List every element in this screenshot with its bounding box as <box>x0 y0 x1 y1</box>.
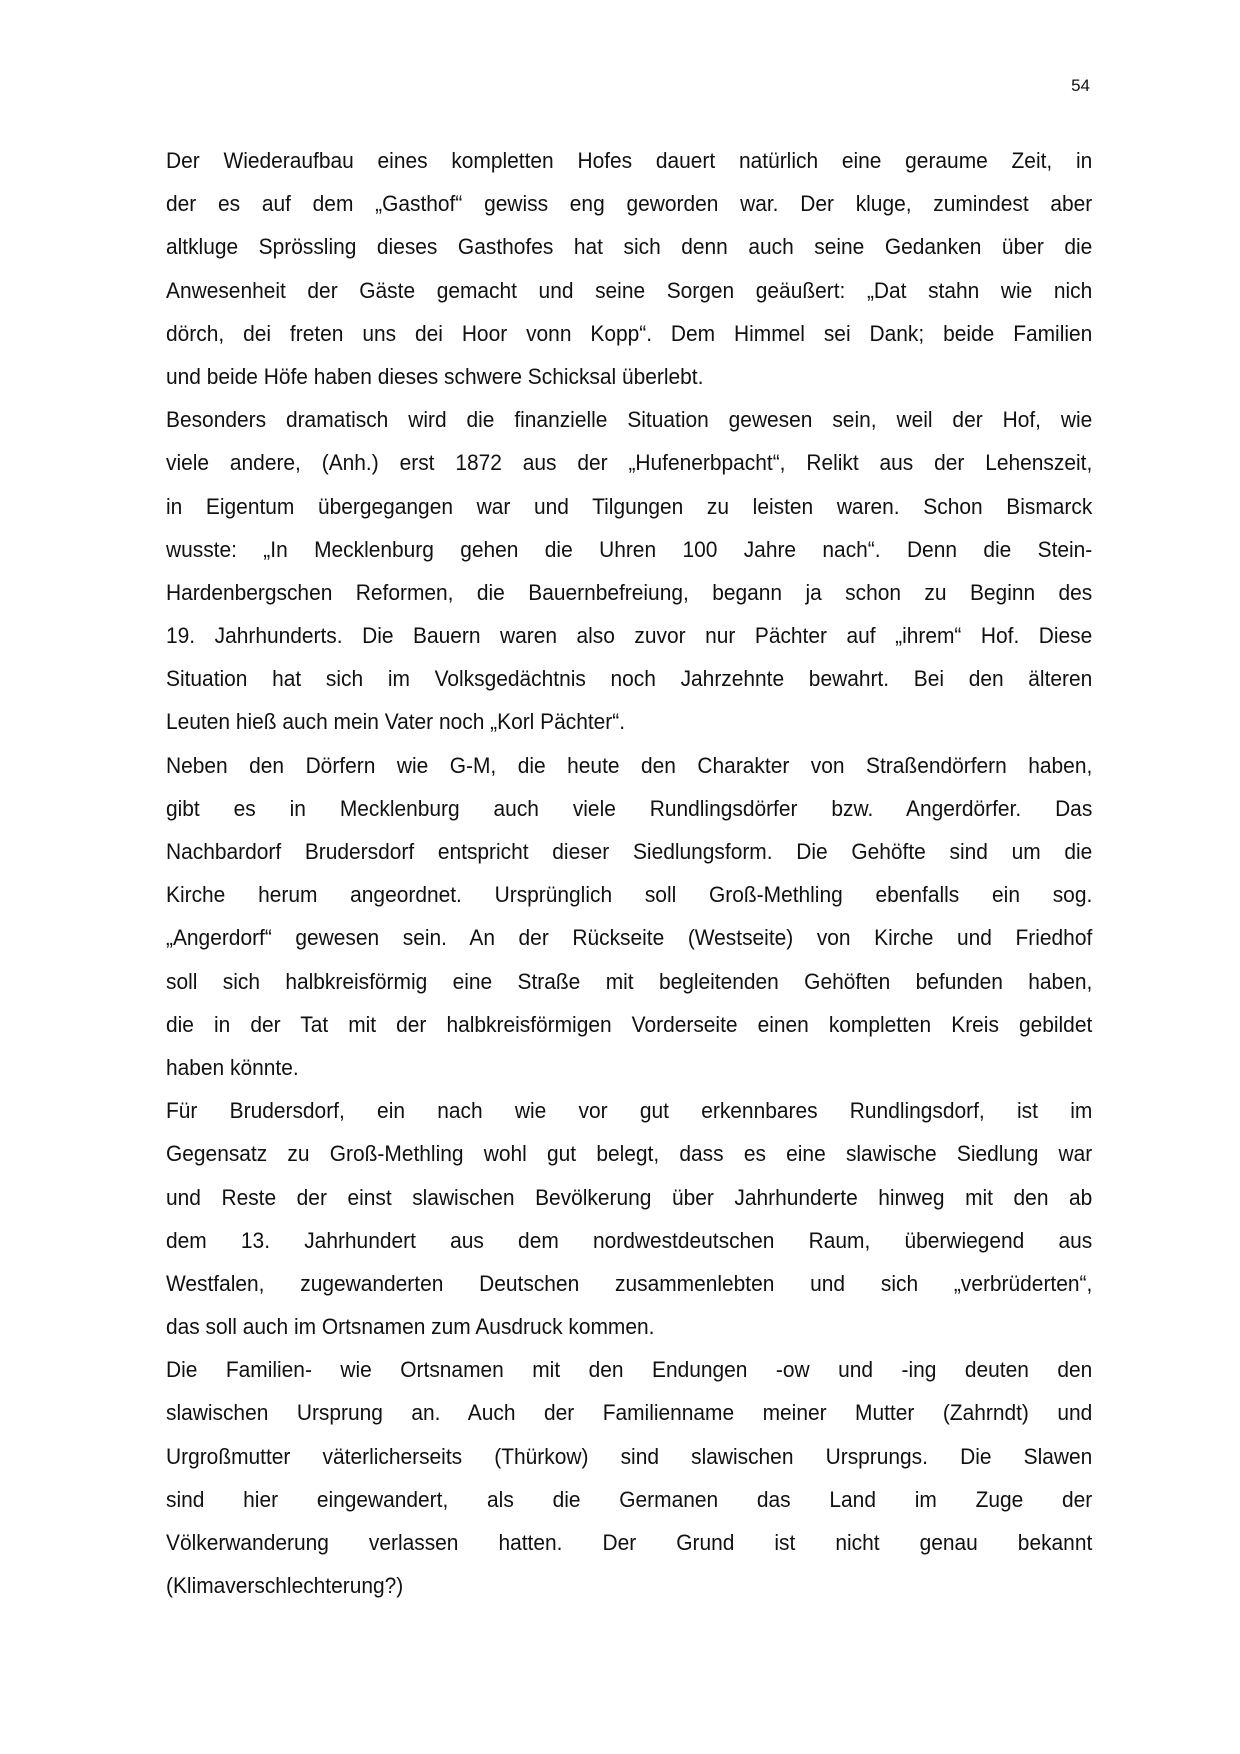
text-line: Besonders dramatisch wird die finanzielle Situation gewesen sein, weil der Hof, wie <box>166 407 1093 433</box>
text-line: Für Brudersdorf, ein nach wie vor gut erkennbares Rundlingsdorf, ist im <box>166 1098 1093 1124</box>
text-line: Nachbardorf Brudersdorf entspricht dieser Siedlungsform. Die Gehöfte sind um die <box>166 839 1093 864</box>
text-line: Situation hat sich im Volksgedächtnis noch Jahrzehnte bewahrt. Bei den älteren <box>166 666 1093 692</box>
text-line: Leuten hieß auch mein Vater noch „Korl Pächter“. <box>166 709 626 735</box>
text-line: Neben den Dörfern wie G-M, die heute den Charakter von Straßendörfern haben, <box>166 752 1093 778</box>
body-text <box>166 146 1093 1614</box>
text-line: und beide Höfe haben dieses schwere Schicksal überlebt. <box>166 363 704 389</box>
text-line: Die Familien- wie Ortsnamen mit den Endungen -ow und -ing deuten den <box>166 1357 1093 1383</box>
text-line: 19. Jahrhunderts. Die Bauern waren also zuvor nur Pächter auf „ihrem“ Hof. Diese <box>166 623 1093 649</box>
text-line: „Angerdorf“ gewesen sein. An der Rückseite (Westseite) von Kirche und Friedhof <box>166 925 1093 951</box>
text-line: Urgroßmutter väterlicherseits (Thürkow) sind slawischen Ursprungs. Die Slawen <box>166 1443 1093 1469</box>
text-line: in Eigentum übergegangen war und Tilgungen zu leisten waren. Schon Bismarck <box>166 493 1093 519</box>
text-line: Hardenbergschen Reformen, die Bauernbefreiung, begann ja schon zu Beginn des <box>166 579 1093 605</box>
text-line: Der Wiederaufbau eines kompletten Hofes dauert natürlich eine geraume Zeit, in <box>166 148 1093 173</box>
text-line: die in der Tat mit der halbkreisförmigen Vorderseite einen kompletten Kreis gebildet <box>166 1011 1093 1037</box>
text-line: der es auf dem „Gasthof“ gewiss eng geworden war. Der kluge, zumindest aber <box>166 191 1093 217</box>
text-line: Gegensatz zu Groß-Methling wohl gut belegt, dass es eine slawische Siedlung war <box>166 1141 1093 1167</box>
text-line: altkluge Sprössling dieses Gasthofes hat sich denn auch seine Gedanken über die <box>166 234 1093 260</box>
text-line: Völkerwanderung verlassen hatten. Der Grund ist nicht genau bekannt <box>166 1530 1093 1555</box>
text-line: Westfalen, zugewanderten Deutschen zusammenlebten und sich „verbrüderten“, <box>166 1270 1093 1296</box>
text-line: wusste: „In Mecklenburg gehen die Uhren 100 Jahre nach“. Denn die Stein- <box>166 536 1093 562</box>
text-line: Anwesenheit der Gäste gemacht und seine Sorgen geäußert: „Dat stahn wie nich <box>166 277 1093 303</box>
text-line: (Klimaverschlechterung?) <box>166 1573 404 1599</box>
text-line: dörch, dei freten uns dei Hoor vonn Kopp“. Dem Himmel sei Dank; beide Familien <box>166 320 1093 346</box>
text-line: und Reste der einst slawischen Bevölkerung über Jahrhunderte hinweg mit den ab <box>166 1184 1093 1210</box>
page-number: 54 <box>1071 76 1090 95</box>
text-line: soll sich halbkreisförmig eine Straße mit begleitenden Gehöften befunden haben, <box>166 968 1093 994</box>
text-line: slawischen Ursprung an. Auch der Familienname meiner Mutter (Zahrndt) und <box>166 1400 1093 1426</box>
text-line: sind hier eingewandert, als die Germanen das Land im Zuge der <box>166 1486 1093 1512</box>
text-line: haben könnte. <box>166 1054 299 1080</box>
text-line: das soll auch im Ortsnamen zum Ausdruck kommen. <box>166 1314 655 1340</box>
text-line: dem 13. Jahrhundert aus dem nordwestdeutschen Raum, überwiegend aus <box>166 1227 1093 1253</box>
text-line: viele andere, (Anh.) erst 1872 aus der „Hufenerbpacht“, Relikt aus der Lehenszeit, <box>166 450 1093 476</box>
text-line: Kirche herum angeordnet. Ursprünglich soll Groß-Methling ebenfalls ein sog. <box>166 882 1093 908</box>
text-line: gibt es in Mecklenburg auch viele Rundlingsdörfer bzw. Angerdörfer. Das <box>166 795 1093 821</box>
